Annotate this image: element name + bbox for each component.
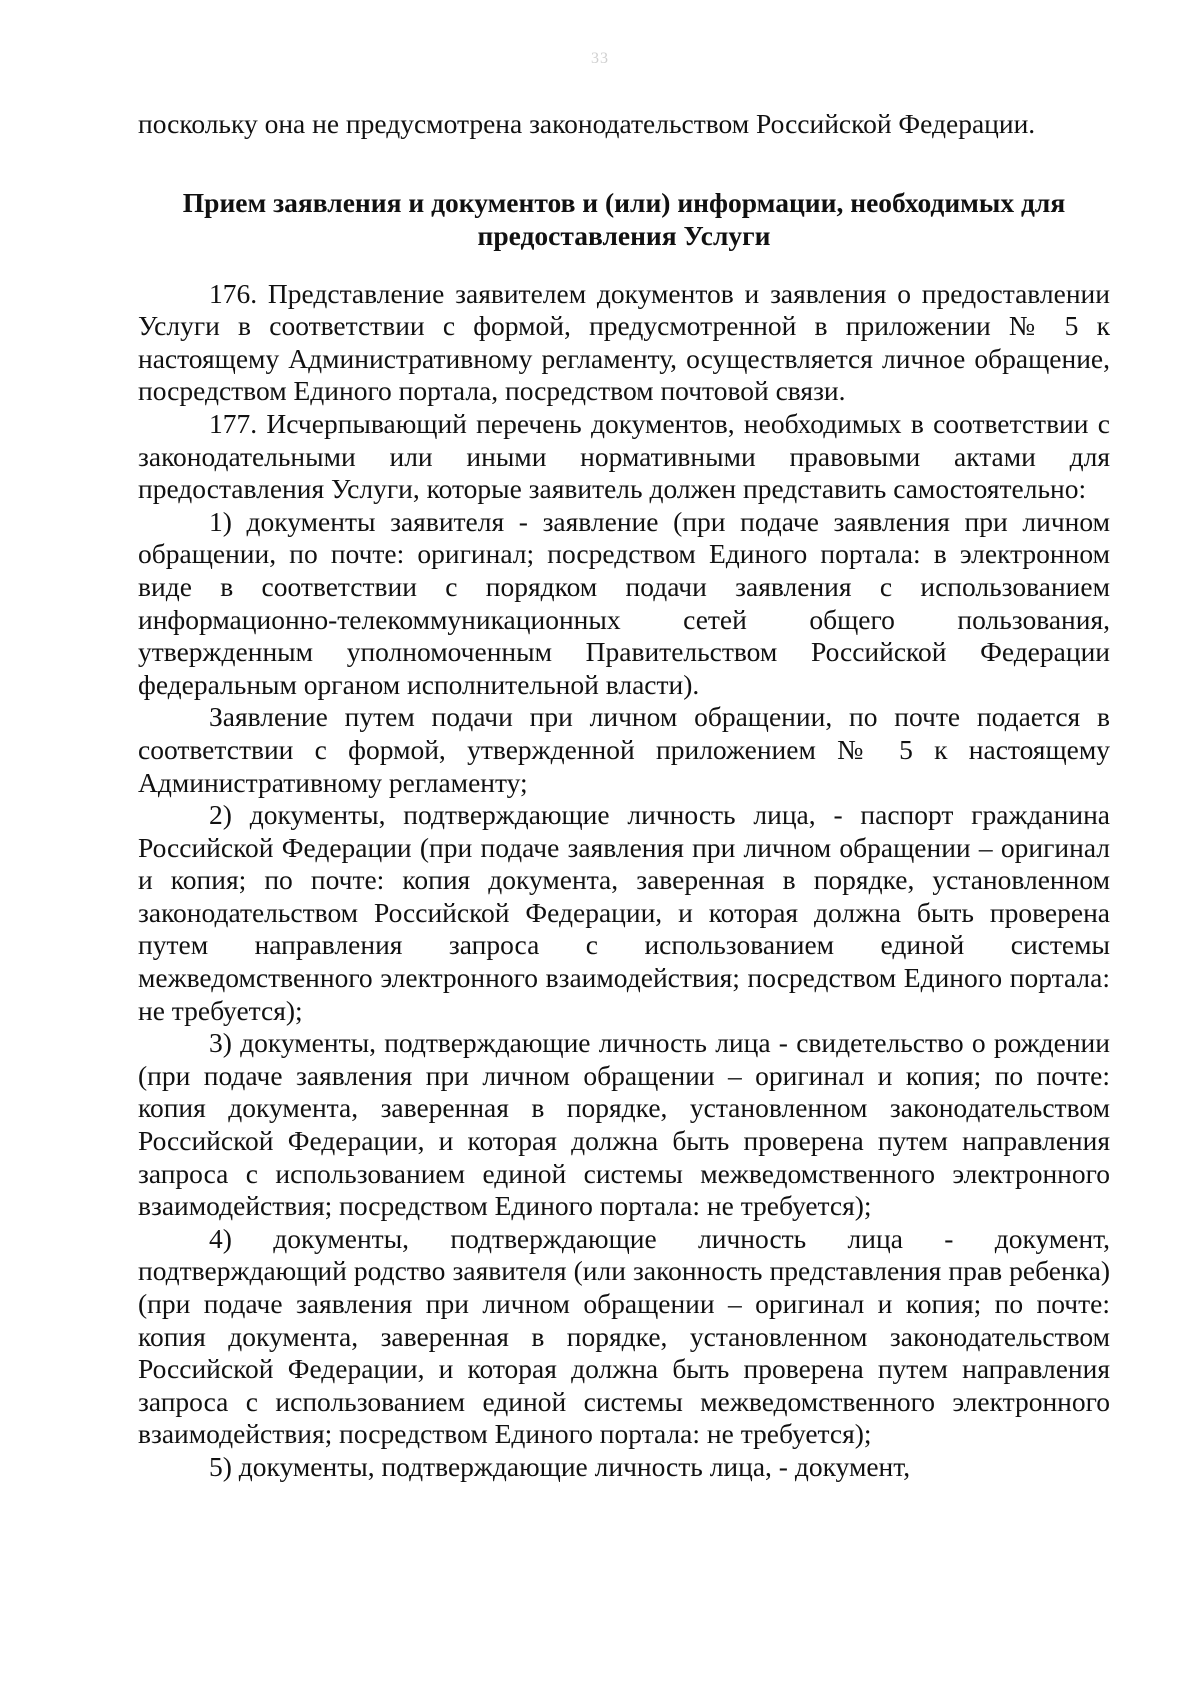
list-item-5: 5) документы, подтверждающие личность лица, - документ,	[209, 1450, 911, 1482]
page-number: 33	[591, 50, 609, 67]
paragraph-177: 177. Исчерпывающий перечень документов, необходимых в соответствии с законодательными или иными нормативными правовыми актами для предоставления Услуги, которые заявитель должен представить самостоятельно:	[138, 407, 1110, 505]
list-item-1-note: Заявление путем подачи при личном обращении, по почте подается в соответствии с формой, утвержденной приложением № 5 к настоящему Административному регламенту;	[138, 701, 1110, 798]
paragraph-176: 176. Представление заявителем документов и заявления о предоставлении Услуги в соответствии с формой, предусмотренной в приложении № 5 к настоящему Административному регламенту, осуществляется личное обращение, посредством Единого портала, посредством почтовой связи.	[138, 277, 1110, 407]
list-item-2: 2) документы, подтверждающие личность лица, - паспорт гражданина Российской Федерации (при подаче заявления при личном обращении – оригинал и копия; по почте: копия документа, заверенная в порядке, установленном законодательством Российской Федерации, и которая должна быть проверена путем направления запроса с использованием единой системы межведомственного электронного взаимодействия; посредством Единого портала: не требуется);	[138, 799, 1110, 1026]
list-item-1: 1) документы заявителя - заявление (при подаче заявления при личном обращении, по почте: оригинал; посредством Единого портала: в электронном виде в соответствии с порядком подачи заявления с использованием информационно-телекоммуникационных сетей общего пользования, утвержденным уполномоченным Правительством Российской Федерации федеральным органом исполнительной власти).	[138, 505, 1110, 700]
document-body	[138, 108, 1110, 1484]
list-item-3: 3) документы, подтверждающие личность лица - свидетельство о рождении (при подаче заявления при личном обращении – оригинал и копия; по почте: копия документа, заверенная в порядке, установленном законодательством Российской Федерации, и которая должна быть проверена путем направления запроса с использованием единой системы межведомственного электронного взаимодействия; посредством Единого портала: не требуется);	[138, 1027, 1110, 1222]
list-item-4: 4) документы, подтверждающие личность лица - документ, подтверждающий родство заявителя (или законность представления прав ребенка) (при подаче заявления при личном обращении – оригинал и копия; по почте: копия документа, заверенная в порядке, установленном законодательством Российской Федерации, и которая должна быть проверена путем направления запроса с использованием единой системы межведомственного электронного взаимодействия; посредством Единого портала: не требуется);	[138, 1222, 1110, 1450]
continuation-paragraph: поскольку она не предусмотрена законодательством Российской Федерации.	[138, 108, 1036, 139]
section-heading: Прием заявления и документов и (или) информации, необходимых для предоставления Услуги	[182, 186, 1066, 251]
